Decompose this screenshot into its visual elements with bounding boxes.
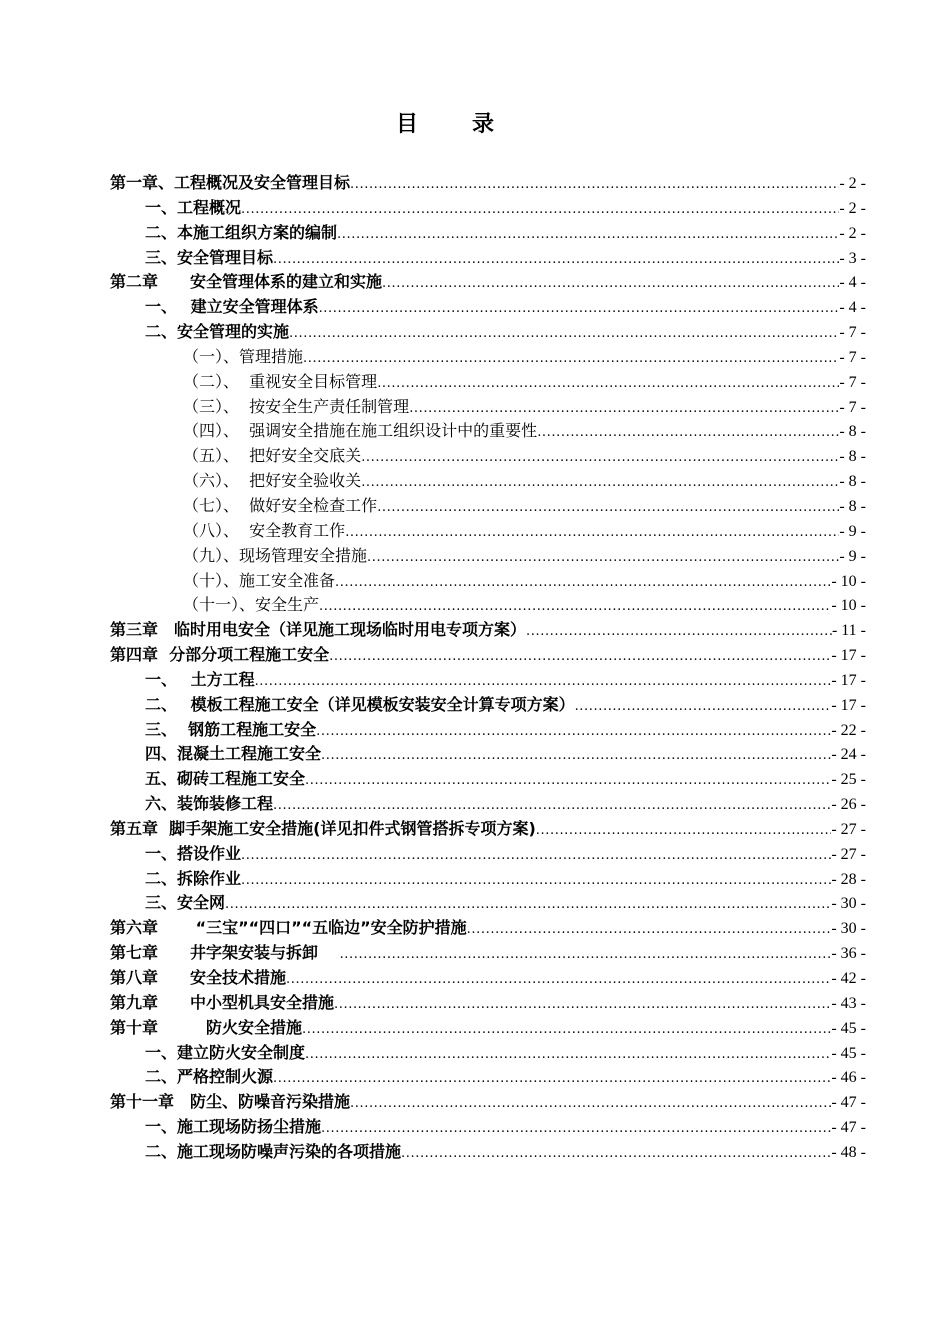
toc-entry-label: 二、严格控制火源: [145, 1067, 274, 1087]
toc-entry-label: （八）、 安全教育工作: [183, 520, 346, 540]
toc-title-char-1: 目: [395, 112, 418, 137]
dot-leader: [377, 496, 839, 519]
toc-entry[interactable]: [110, 718, 866, 743]
dot-leader: [241, 844, 831, 867]
toc-entry[interactable]: [110, 1115, 866, 1140]
dot-leader: [321, 1117, 831, 1140]
toc-entry[interactable]: [110, 569, 866, 594]
toc-entry-page-number: - 27 -: [831, 845, 866, 863]
toc-entry-label: 第三章 临时用电安全（详见施工现场临时用电专项方案）: [110, 620, 527, 640]
toc-entry-page-number: - 28 -: [831, 870, 866, 888]
toc-entry-page-number: - 8 -: [839, 473, 866, 491]
toc-entry[interactable]: [110, 444, 866, 469]
dot-leader: [361, 446, 839, 469]
dot-leader: [319, 595, 831, 618]
dot-leader: [350, 173, 839, 196]
dot-leader: [302, 1018, 831, 1041]
toc-entry-label: 二、本施工组织方案的编制: [145, 222, 338, 242]
toc-entry-page-number: - 17 -: [831, 671, 866, 689]
toc-entry-page-number: - 25 -: [831, 771, 866, 789]
toc-entry[interactable]: [110, 693, 866, 718]
toc-entry[interactable]: [110, 941, 866, 966]
toc-entry-page-number: - 46 -: [831, 1069, 866, 1087]
toc-entry[interactable]: [110, 1041, 866, 1066]
toc-entry[interactable]: [110, 469, 866, 494]
toc-entry-page-number: - 7 -: [839, 348, 866, 366]
toc-entry[interactable]: [110, 618, 866, 643]
toc-entry-label: （十）、施工安全准备: [183, 570, 336, 590]
toc-entry-label: 第九章 中小型机具安全措施: [110, 992, 335, 1012]
toc-entry-label: 第五章 脚手架施工安全措施(详见扣件式钢管搭拆专项方案): [110, 818, 536, 838]
toc-entry[interactable]: [110, 544, 866, 569]
toc-entry-label: （七）、 做好安全检查工作: [183, 495, 378, 515]
toc-entry-label: 三、 钢筋工程施工安全: [145, 719, 317, 739]
toc-entry-page-number: - 7 -: [839, 373, 866, 391]
dot-leader: [401, 1142, 831, 1165]
toc-entry-label: 三、安全网: [145, 893, 226, 913]
toc-entry-label: 第四章 分部分项工程施工安全: [110, 645, 330, 665]
toc-entry[interactable]: [110, 246, 866, 271]
dot-leader: [273, 248, 839, 271]
toc-entry-label: 第一章、工程概况及安全管理目标: [110, 173, 351, 192]
toc-entry[interactable]: [110, 1065, 866, 1090]
toc-entry-page-number: - 26 -: [831, 796, 866, 814]
toc-entry-page-number: - 17 -: [831, 647, 866, 665]
toc-entry[interactable]: [110, 1016, 866, 1041]
toc-entry[interactable]: [110, 891, 866, 916]
toc-entry-label: 二、 模板工程施工安全（详见模板安装安全计算专项方案）: [145, 694, 575, 714]
toc-entry-label: 一、搭设作业: [145, 843, 242, 863]
toc-entry-label: 一、 土方工程: [145, 669, 255, 689]
toc-entry-page-number: - 36 -: [831, 945, 866, 963]
toc-entry-label: 二、拆除作业: [145, 868, 242, 888]
dot-leader: [334, 993, 831, 1016]
toc-entry-label: 一、建立防火安全制度: [145, 1042, 306, 1062]
toc-entry-label: 五、砌砖工程施工安全: [145, 769, 306, 789]
toc-entry-label: 六、装饰装修工程: [145, 794, 274, 814]
toc-entry-label: （四）、 强调安全措施在施工组织设计中的重要性: [183, 421, 538, 441]
toc-entry-page-number: - 22 -: [831, 721, 866, 739]
dot-leader: [526, 620, 832, 643]
toc-entry-page-number: - 30 -: [831, 920, 866, 938]
dot-leader: [225, 893, 831, 916]
dot-leader: [536, 819, 832, 842]
dot-leader: [289, 322, 839, 345]
toc-entry[interactable]: [110, 320, 866, 345]
toc-entry-label: 二、安全管理的实施: [145, 322, 290, 342]
toc-entry-page-number: - 10 -: [831, 572, 866, 590]
dot-leader: [409, 397, 839, 420]
dot-leader: [575, 695, 832, 718]
dot-leader: [241, 869, 831, 892]
toc-entry-page-number: - 47 -: [831, 1119, 866, 1137]
toc-entry[interactable]: [110, 494, 866, 519]
toc-entry-page-number: - 24 -: [831, 746, 866, 764]
dot-leader: [537, 421, 839, 444]
dot-leader: [337, 223, 839, 246]
toc-entry-label: 第七章 井字架安装与拆卸: [110, 943, 340, 963]
toc-entry[interactable]: [110, 1090, 866, 1115]
toc-entry[interactable]: [110, 593, 866, 618]
toc-entry[interactable]: [110, 792, 866, 817]
dot-leader: [241, 198, 839, 221]
toc-entry[interactable]: [110, 817, 866, 842]
toc-title-char-2: 录: [472, 112, 495, 137]
toc-entry-label: 四、混凝土工程施工安全: [145, 744, 322, 764]
dot-leader: [361, 471, 839, 494]
toc-entry-label: 第二章 安全管理体系的建立和实施: [110, 272, 383, 292]
toc-entry[interactable]: [110, 1140, 866, 1165]
dot-leader: [345, 521, 839, 544]
toc-entry[interactable]: [110, 171, 866, 196]
dot-leader: [303, 347, 839, 370]
toc-entry-page-number: - 47 -: [831, 1094, 866, 1112]
toc-entry[interactable]: [110, 295, 866, 320]
toc-entry-page-number: - 10 -: [831, 597, 866, 615]
toc-entry-page-number: - 48 -: [831, 1143, 866, 1161]
toc-entry-label: （一）、管理措施: [183, 346, 304, 366]
toc-entry[interactable]: [110, 742, 866, 767]
toc-entry-label: 第六章 “三宝”“四口”“五临边”安全防护措施: [110, 918, 467, 938]
toc-entry-page-number: - 8 -: [839, 423, 866, 441]
dot-leader: [382, 272, 839, 295]
dot-leader: [255, 670, 832, 693]
toc-entry[interactable]: [110, 196, 866, 221]
toc-entry-label: 一、 建立安全管理体系: [145, 297, 319, 317]
toc-entry[interactable]: [110, 643, 866, 668]
dot-leader: [340, 943, 832, 966]
toc-entry[interactable]: [110, 966, 866, 991]
toc-entry-page-number: - 9 -: [839, 547, 866, 565]
toc-entry-label: 第八章 安全技术措施: [110, 968, 287, 987]
toc-entry-label: 三、安全管理目标: [145, 247, 274, 267]
toc-entry-label: 一、施工现场防扬尘措施: [145, 1117, 322, 1137]
dot-leader: [286, 968, 831, 991]
dot-leader: [305, 769, 831, 792]
dot-leader: [305, 1043, 831, 1066]
dot-leader: [316, 720, 831, 743]
toc-entry[interactable]: [110, 221, 866, 246]
toc-entry[interactable]: [110, 991, 866, 1016]
dot-leader: [367, 546, 839, 569]
toc-entry-page-number: - 2 -: [839, 199, 866, 217]
toc-entry-page-number: - 2 -: [839, 224, 866, 242]
dot-leader: [377, 372, 839, 395]
toc-entry[interactable]: [110, 270, 866, 295]
toc-entry[interactable]: [110, 767, 866, 792]
toc-entry-page-number: - 17 -: [831, 696, 866, 714]
toc-entry[interactable]: [110, 395, 866, 420]
toc-entry-label: （九）、现场管理安全措施: [183, 545, 368, 565]
dot-leader: [350, 1092, 831, 1115]
toc-entry-page-number: - 27 -: [831, 820, 866, 838]
toc-entry-label: （二）、 重视安全目标管理: [183, 371, 378, 391]
toc-entry-label: （三）、 按安全生产责任制管理: [183, 396, 410, 416]
dot-leader: [335, 571, 831, 594]
toc-entry-label: （六）、 把好安全验收关: [183, 471, 362, 491]
dot-leader: [321, 744, 831, 767]
toc-entry[interactable]: [110, 916, 866, 941]
toc-entry[interactable]: [110, 668, 866, 693]
dot-leader: [467, 918, 832, 941]
toc-entry-label: 一、工程概况: [145, 197, 242, 217]
toc-entry-page-number: - 2 -: [839, 175, 866, 192]
toc-entry-page-number: - 4 -: [839, 274, 866, 292]
toc-entry-page-number: - 30 -: [831, 895, 866, 913]
toc-entry-label: （十一）、安全生产: [183, 595, 320, 615]
dot-leader: [319, 297, 840, 320]
toc-entry-page-number: - 45 -: [831, 1044, 866, 1062]
toc-entry-label: 二、施工现场防噪声污染的各项措施: [145, 1141, 402, 1161]
toc-entry[interactable]: [110, 345, 866, 370]
toc-entry-page-number: - 7 -: [839, 398, 866, 416]
toc-entry-page-number: - 9 -: [839, 522, 866, 540]
toc-entry[interactable]: [110, 519, 866, 544]
toc-entry[interactable]: [110, 419, 866, 444]
dot-leader: [273, 794, 831, 817]
dot-leader: [329, 645, 831, 668]
table-of-contents: [110, 171, 866, 1165]
toc-entry[interactable]: [110, 370, 866, 395]
toc-entry-label: （五）、 把好安全交底关: [183, 446, 362, 466]
dot-leader: [273, 1067, 831, 1090]
toc-entry-page-number: - 8 -: [839, 448, 866, 466]
toc-title: [0, 110, 890, 140]
toc-entry-label: 第十一章 防尘、防噪音污染措施: [110, 1092, 351, 1112]
toc-entry-label: 第十章 防火安全措施: [110, 1017, 303, 1037]
toc-entry-page-number: - 4 -: [839, 299, 866, 317]
toc-entry[interactable]: [110, 842, 866, 867]
toc-entry-page-number: - 7 -: [839, 324, 866, 342]
toc-entry[interactable]: [110, 867, 866, 892]
toc-entry-page-number: - 8 -: [839, 497, 866, 515]
toc-entry-page-number: - 45 -: [831, 1019, 866, 1037]
toc-entry-page-number: - 42 -: [831, 970, 866, 987]
toc-entry-page-number: - 43 -: [831, 994, 866, 1012]
toc-entry-page-number: - 11 -: [831, 622, 866, 640]
toc-entry-page-number: - 3 -: [839, 249, 866, 267]
